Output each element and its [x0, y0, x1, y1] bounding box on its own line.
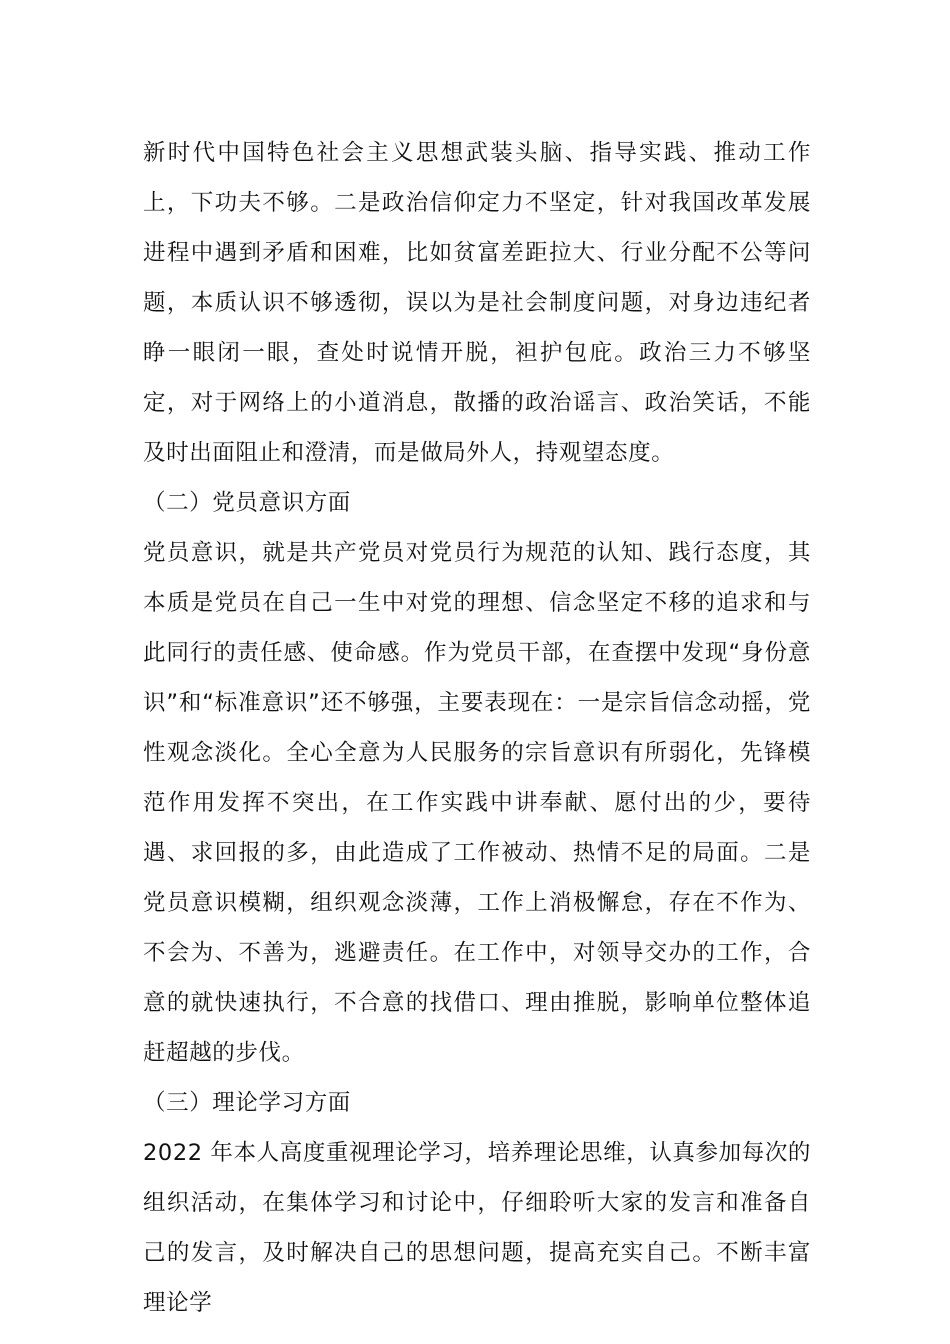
section-heading-theory-study: （三）理论学习方面	[143, 1090, 351, 1116]
body-paragraph-1: 新时代中国特色社会主义思想武装头脑、指导实践、推动工作上，下功夫不够。二是政治信仰定力不坚定，针对我国改革发展进程中遇到矛盾和困难，比如贫富差距拉大、行业分配不公等问题，本质认识不够透彻，误以为是社会制度问题，对身边违纪者睁一眼闭一眼，查处时说情开脱，袒护包庇。政治三力不够坚定，对于网络上的小道消息，散播的政治谣言、政治笑话，不能及时出面阻止和澄清，而是做局外人，持观望态度。	[143, 140, 811, 466]
body-paragraph-2: 党员意识，就是共产党员对党员行为规范的认知、践行态度，其本质是党员在自己一生中对党的理想、信念坚定不移的追求和与此同行的责任感、使命感。作为党员干部，在查摆中发现“身份意识”和“标准意识”还不够强，主要表现在：一是宗旨信念动摇，党性观念淡化。全心全意为人民服务的宗旨意识有所弱化，先锋模范作用发挥不突出，在工作实践中讲奉献、愿付出的少，要待遇、求回报的多，由此造成了工作被动、热情不足的局面。二是党员意识模糊，组织观念淡薄，工作上消极懈怠，存在不作为、不会为、不善为，逃避责任。在工作中，对领导交办的工作，合意的就快速执行，不合意的找借口、理由推脱，影响单位整体追赶超越的步伐。	[143, 540, 811, 1066]
body-paragraph-3: 2022 年本人高度重视理论学习，培养理论思维，认真参加每次的组织活动，在集体学习和讨论中，仔细聆听大家的发言和准备自己的发言，及时解决自己的思想问题，提高充实自己。不断丰富理论学	[143, 1140, 812, 1316]
section-heading-party-awareness: （二）党员意识方面	[143, 490, 351, 516]
document-body	[143, 128, 811, 1328]
